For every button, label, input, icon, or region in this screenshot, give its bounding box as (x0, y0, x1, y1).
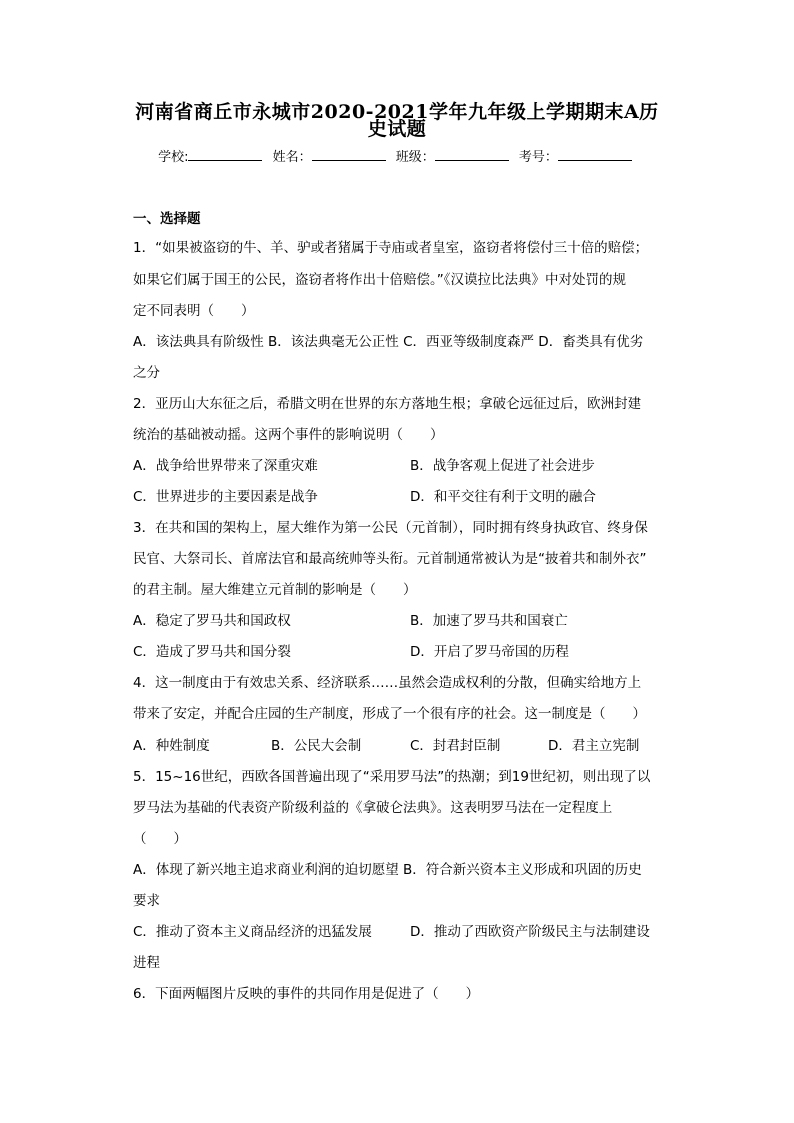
q3-option-d: D．开启了罗马帝国的历程 (410, 644, 569, 660)
q3-line1: 3．在共和国的架构上，屋大维作为第一公民（元首制），同时拥有终身执政官、终身保 (133, 520, 648, 536)
q5-options-line2: 要求 (133, 893, 160, 909)
q6-line1: 6．下面两幅图片反映的事件的共同作用是促进了（ ） (133, 986, 480, 1002)
q2-line1: 2．亚历山大东征之后，希腊文明在世界的东方落地生根；拿破仑远征过后，欧洲封建 (133, 396, 642, 412)
exam-title-line2: 史试题 (367, 118, 427, 140)
q2-line2: 统治的基础被动摇。这两个事件的影响说明（ ） (133, 427, 444, 443)
q5-line1: 5．15~16世纪，西欧各国普遍出现了“采用罗马法”的热潮；到19世纪初，则出现了以 (133, 769, 651, 785)
q4-option-d: D．君主立宪制 (548, 738, 640, 754)
q1-options-line2: 之分 (133, 365, 160, 381)
q2-option-c: C．世界进步的主要因素是战争 (133, 489, 318, 505)
q3-option-b: B．加速了罗马共和国衰亡 (410, 613, 568, 629)
name-label: 姓名： (272, 150, 312, 165)
number-field[interactable] (558, 147, 632, 161)
q3-option-a: A．稳定了罗马共和国政权 (133, 613, 291, 629)
exam-title-line1: 河南省商丘市永城市2020-2021学年九年级上学期期末A历 (135, 101, 659, 123)
q2-option-a: A．战争给世界带来了深重灾难 (133, 458, 318, 474)
q3-option-c: C．造成了罗马共和国分裂 (133, 644, 291, 660)
q1-line1: 1．“如果被盗窃的牛、羊、驴或者猪属于寺庙或者皇室，盗窃者将偿付三十倍的赔偿； (133, 240, 649, 256)
q4-line2: 带来了安定，并配合庄园的生产制度，形成了一个很有序的社会。这一制度是（ ） (133, 706, 646, 722)
q5-options-line4: 进程 (133, 955, 160, 971)
q4-option-c: C．封君封臣制 (410, 738, 501, 754)
section-title: 一、选择题 (133, 211, 201, 227)
q2-option-d: D．和平交往有利于文明的融合 (410, 489, 596, 505)
school-label: 学校: (158, 150, 189, 165)
school-field[interactable] (188, 147, 262, 161)
student-info-row (0, 146, 794, 165)
class-field[interactable] (435, 147, 509, 161)
q5-options-line1: A．体现了新兴地主追求商业利润的迫切愿望 B．符合新兴资本主义形成和巩固的历史 (133, 862, 642, 878)
number-label: 考号： (518, 150, 558, 165)
q3-line2: 民官、大祭司长、首席法官和最高统帅等头衔。元首制通常被认为是“披着共和制外衣” (133, 551, 647, 567)
q3-line3: 的君主制。屋大维建立元首制的影响是（ ） (133, 582, 417, 598)
q2-option-b: B．战争客观上促进了社会进步 (410, 458, 595, 474)
name-field[interactable] (312, 147, 386, 161)
q4-line1: 4．这一制度由于有效忠关系、经济联系……虽然会造成权利的分散，但确实给地方上 (133, 675, 642, 691)
q4-option-a: A．种姓制度 (133, 738, 210, 754)
q5-line3: （ ） (133, 831, 187, 847)
q5-option-c: C．推动了资本主义商品经济的迅猛发展 (133, 924, 372, 940)
class-label: 班级： (395, 150, 435, 165)
q5-line2: 罗马法为基础的代表资产阶级利益的《拿破仑法典》。这表明罗马法在一定程度上 (133, 800, 613, 816)
q4-option-b: B．公民大会制 (271, 738, 362, 754)
q1-line2: 如果它们属于国王的公民，盗窃者将作出十倍赔偿。”《汉谟拉比法典》中对处罚的规 (133, 272, 626, 288)
q1-line3: 定不同表明（ ） (133, 303, 255, 319)
q5-option-d: D．推动了西欧资产阶级民主与法制建设 (410, 924, 650, 940)
q1-options-line1: A．该法典具有阶级性 B．该法典毫无公正性 C．西亚等级制度森严 D．畜类具有优劣 (133, 334, 644, 350)
